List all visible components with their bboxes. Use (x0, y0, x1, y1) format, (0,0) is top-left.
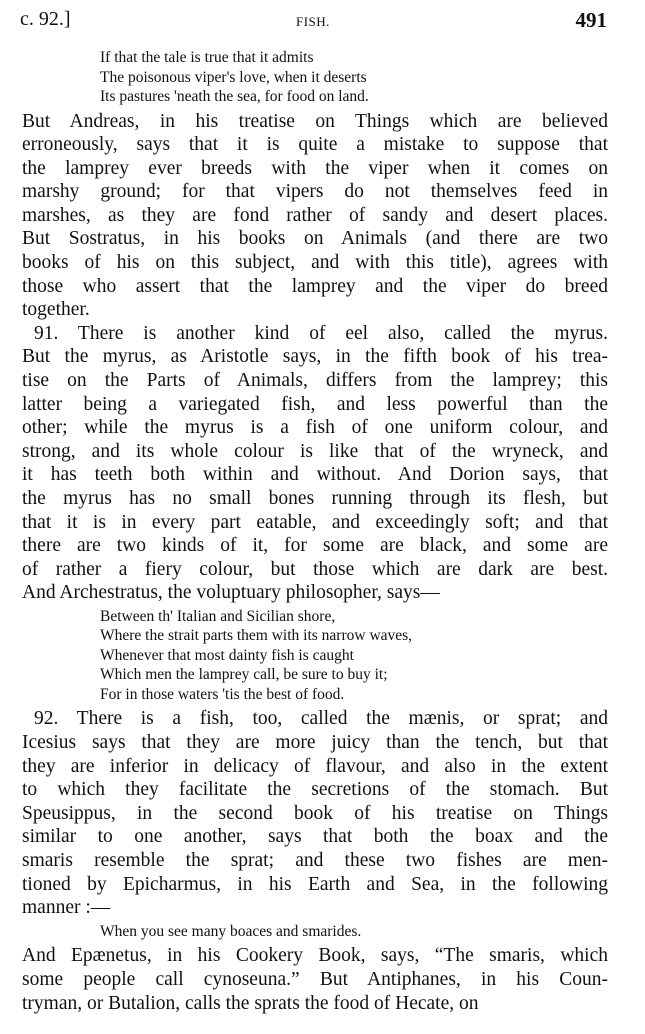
text-line: the myrus has no small bones running through its flesh, but (22, 488, 608, 509)
text-line: tryman, or Butalion, calls the sprats the food of Hecate, on (22, 992, 479, 1014)
text-line: books of his on this subject, and with this title), agrees with (22, 252, 608, 274)
paragraph-epaenetus (22, 944, 608, 1015)
text-line: erroneously, says that it is quite a mistake to suppose that (22, 134, 608, 156)
text-line: there are two kinds of it, for some are black, and some are (22, 535, 608, 557)
text-line: tioned by Epicharmus, in his Earth and Sea, in the following (22, 873, 608, 895)
text-line: tise on the Parts of Animals, differs from the lamprey; this (22, 370, 608, 392)
text-line: similar to one another, says that both the boax and the (22, 826, 608, 848)
page-body (22, 46, 608, 1015)
text-line: marshes, as they are fond rather of sandy and desert places. (22, 204, 608, 226)
verse-quote-epicharmus (100, 922, 608, 942)
text-line: Icesius says that they are more juicy than the tench, but that (22, 732, 608, 754)
verse-line: Between th' Italian and Sicilian shore, (100, 607, 336, 625)
text-line: those who assert that the lamprey and the viper do breed (22, 275, 608, 297)
verse-quote-1 (100, 48, 608, 107)
text-line: that it is in every part eatable, and exceedingly soft; and that (22, 511, 608, 533)
text-line: together. (22, 299, 90, 321)
verse-line: Its pastures 'neath the sea, for food on land. (100, 88, 369, 105)
text-line: But Andreas, in his treatise on Things which are believed (22, 110, 608, 132)
verse-line: When you see many boaces and smarides. (100, 922, 362, 940)
verse-quote-archestratus (100, 607, 608, 705)
verse-line: Which men the lamprey call, be sure to buy it; (100, 666, 388, 684)
text-line: Speusippus, in the second book of his treatise on Things (22, 802, 608, 824)
verse-line: The poisonous viper's love, when it deserts (100, 68, 367, 86)
running-title: FISH. (296, 14, 330, 29)
text-line: But Sostratus, in his books on Animals (and there are two (22, 228, 608, 250)
text-line: 92. There is a fish, too, called the mænis, or sprat; and (34, 708, 608, 730)
verse-line: Where the strait parts them with its narrow waves, (100, 627, 413, 645)
text-line: manner :— (22, 897, 111, 919)
text-line: of rather a fiery colour, but those which are dark are best. (22, 558, 608, 580)
paragraph-91 (22, 322, 608, 605)
text-line: smaris resemble the sprat; and these two fishes are men- (22, 850, 608, 872)
text-line: But the myrus, as Aristotle says, in the fifth book of his trea- (22, 346, 608, 368)
verse-line: If that the tale is true that it admits (100, 49, 314, 66)
text-line: it has teeth both within and without. And Dorion says, that (22, 464, 608, 486)
page-number: 491 (575, 8, 607, 32)
text-line: strong, and its whole colour is like that of the wryneck, and (22, 440, 608, 462)
verse-line: For in those waters 'tis the best of food. (100, 685, 345, 703)
text-line: marshy ground; for that vipers do not themselves feed in (22, 181, 608, 203)
text-line: latter being a variegated fish, and less powerful than the (22, 393, 608, 415)
paragraph-andreas (22, 110, 608, 322)
section-reference: c. 92.] (20, 8, 71, 30)
text-line: they are inferior in delicacy of flavour, and also in the extent (22, 755, 608, 777)
text-line: And Archestratus, the voluptuary philosopher, says— (22, 582, 440, 604)
text-line: the lamprey ever breeds with the viper when it comes on (22, 157, 608, 179)
text-line: And Epænetus, in his Cookery Book, says, “The smaris, which (22, 945, 608, 967)
text-line: to which they facilitate the secretions of the stomach. But (22, 779, 608, 801)
paragraph-92 (22, 707, 608, 919)
text-line: other; while the myrus is a fish of one uniform colour, and (22, 417, 608, 439)
text-line: 91. There is another kind of eel also, called the myrus. (34, 322, 608, 344)
text-line: some people call cynoseuna.” But Antiphanes, in his Coun- (22, 968, 608, 990)
verse-line: Whenever that most dainty fish is caught (100, 646, 354, 664)
